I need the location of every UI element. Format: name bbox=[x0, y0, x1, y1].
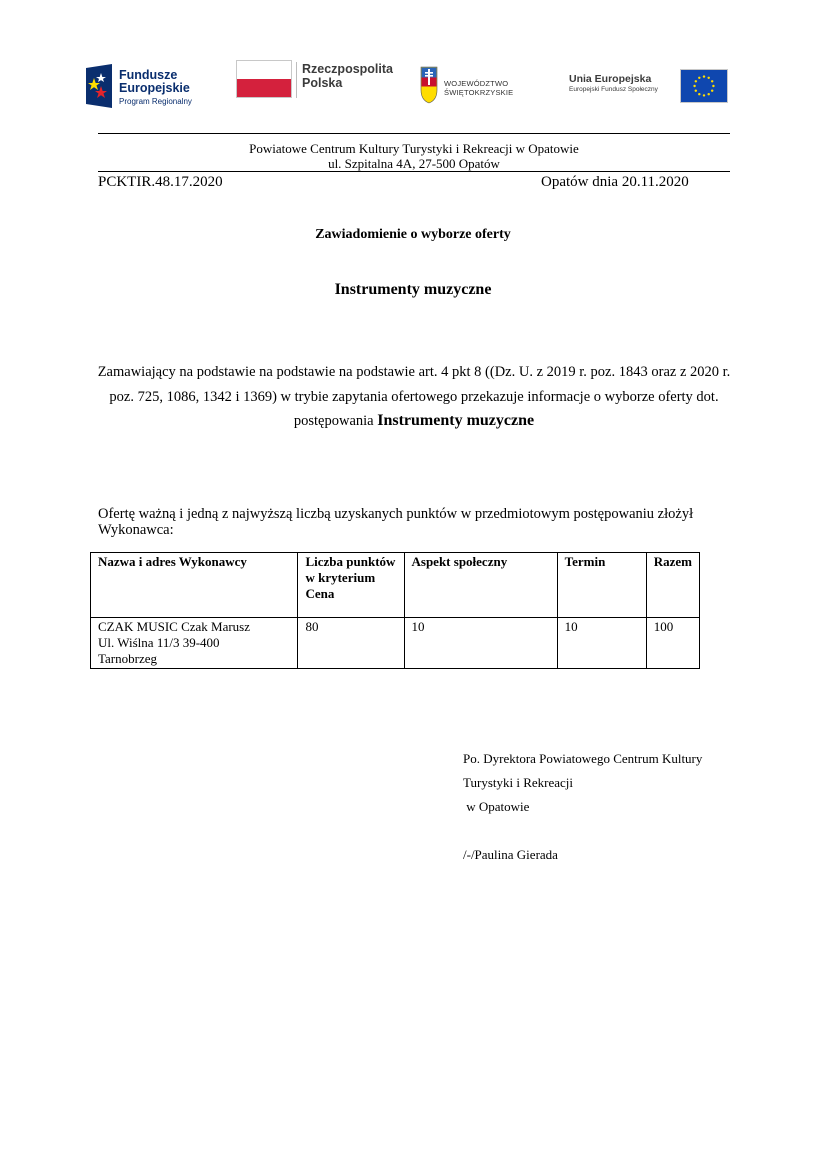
wojewodztwo-swietokrzyskie-logo bbox=[420, 66, 540, 110]
rzeczpospolita-polska-logo bbox=[236, 60, 396, 104]
col-header-price-points: Liczba punktów w kryterium Cena bbox=[298, 553, 404, 618]
contractor-street: Ul. Wiślna 11/3 39-400 bbox=[98, 635, 220, 650]
signature-line3: w Opatowie bbox=[463, 799, 530, 814]
fe-stars-icon bbox=[84, 62, 114, 110]
document-date: Opatów dnia 20.11.2020 bbox=[541, 174, 689, 190]
header-rule-bottom bbox=[98, 171, 730, 172]
body-subject: Instrumenty muzyczne bbox=[377, 412, 535, 429]
cell-term: 10 bbox=[557, 618, 646, 669]
fe-logo-line1: Fundusze bbox=[119, 68, 178, 82]
sw-logo-line2: ŚWIĘTOKRZYSKIE bbox=[444, 88, 514, 98]
procurement-subject: Instrumenty muzyczne bbox=[334, 281, 492, 298]
document-title: Zawiadomienie o wyborze oferty bbox=[315, 227, 511, 242]
ue-logo-line1: Unia Europejska bbox=[569, 73, 652, 85]
rp-logo-line1: Rzeczpospolita bbox=[302, 62, 393, 76]
reference-number: PCKTIR.48.17.2020 bbox=[98, 174, 223, 190]
fundusze-europejskie-logo bbox=[84, 62, 214, 112]
rp-logo-line2: Polska bbox=[302, 75, 343, 90]
col-header-total: Razem bbox=[646, 553, 699, 618]
institution-name: Powiatowe Centrum Kultury Turystyki i Rekreacji w Opatowie bbox=[249, 141, 579, 156]
results-table bbox=[90, 552, 700, 669]
signature-line2: Turystyki i Rekreacji bbox=[463, 775, 574, 790]
col-header-social-aspect: Aspekt społeczny bbox=[404, 553, 557, 618]
signature-line1: Po. Dyrektora Powiatowego Centrum Kultury bbox=[463, 751, 703, 766]
cell-social-aspect: 10 bbox=[404, 618, 557, 669]
fe-logo-line2: Europejskie bbox=[119, 80, 190, 95]
offer-intro: Ofertę ważną i jedną z najwyższą liczbą uzyskanych punktów w przedmiotowym postępowaniu złożył Wykonawca: bbox=[98, 506, 694, 538]
signature-name: /-/Paulina Gierada bbox=[463, 847, 558, 862]
sw-logo-line1: WOJEWÓDZTWO bbox=[444, 79, 509, 88]
coat-of-arms-icon bbox=[420, 66, 438, 104]
body-text: Zamawiający na podstawie na podstawie na podstawie art. 4 pkt 8 ((Dz. U. z 2019 r. poz. 1843 oraz z 2020 r. poz. 725, 1086, 1342 i 1369) w trybie zapytania ofertowego przekazuje informacje o wyborze oferty dot. postępowania bbox=[97, 364, 731, 429]
body-paragraph bbox=[92, 360, 736, 434]
institution-address: ul. Szpitalna 4A, 27-500 Opatów bbox=[328, 156, 500, 171]
logo-divider bbox=[296, 62, 297, 98]
col-header-term: Termin bbox=[557, 553, 646, 618]
polish-flag-icon bbox=[236, 60, 292, 98]
contractor-city: Tarnobrzeg bbox=[98, 651, 158, 666]
contractor-name: CZAK MUSIC Czak Marusz bbox=[98, 619, 251, 634]
table-header-row bbox=[91, 553, 700, 618]
col-header-contractor: Nazwa i adres Wykonawcy bbox=[91, 553, 298, 618]
unia-europejska-logo bbox=[566, 59, 730, 111]
cell-total: 100 bbox=[646, 618, 699, 669]
header-rule-top bbox=[98, 133, 730, 134]
table-row bbox=[91, 618, 700, 669]
cell-price-points: 80 bbox=[298, 618, 404, 669]
fe-logo-line3: Program Regionalny bbox=[119, 96, 192, 106]
ue-logo-line2: Europejski Fundusz Społeczny bbox=[569, 85, 658, 93]
cell-contractor bbox=[91, 618, 298, 669]
eu-flag-icon bbox=[680, 69, 728, 103]
